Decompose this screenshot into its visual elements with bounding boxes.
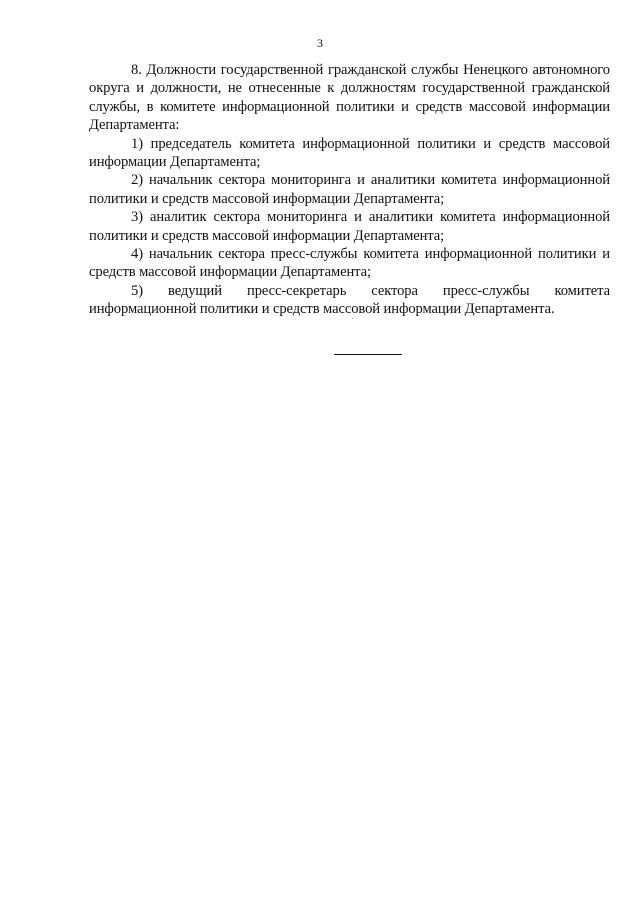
document-body: [89, 61, 610, 319]
list-item: 1) председатель комитета информационной политики и средств массовой информации Департамента;: [89, 135, 610, 171]
list-item: 5) ведущий пресс-секретарь сектора пресс-службы комитета информационной политики и средств массовой информации Департамента.: [89, 282, 610, 318]
section-heading-paragraph: 8. Должности государственной гражданской службы Ненецкого автономного округа и должности, не отнесенные к должностям государственной гражданской службы, в комитете информационной политики и средств массовой информации Департамента:: [89, 62, 610, 134]
list-item: 3) аналитик сектора мониторинга и аналитики комитета информационной политики и средств массовой информации Департамента;: [89, 209, 610, 244]
scan-speck: [352, 318, 353, 319]
list-item: 4) начальник сектора пресс-службы комитета информационной политики и средств массовой информации Департамента;: [89, 246, 610, 281]
list-item: 2) начальник сектора мониторинга и аналитики комитета информационной политики и средств массовой информации Департамента;: [89, 172, 610, 207]
end-divider-line: [334, 354, 402, 355]
page-number: 3: [317, 36, 323, 50]
